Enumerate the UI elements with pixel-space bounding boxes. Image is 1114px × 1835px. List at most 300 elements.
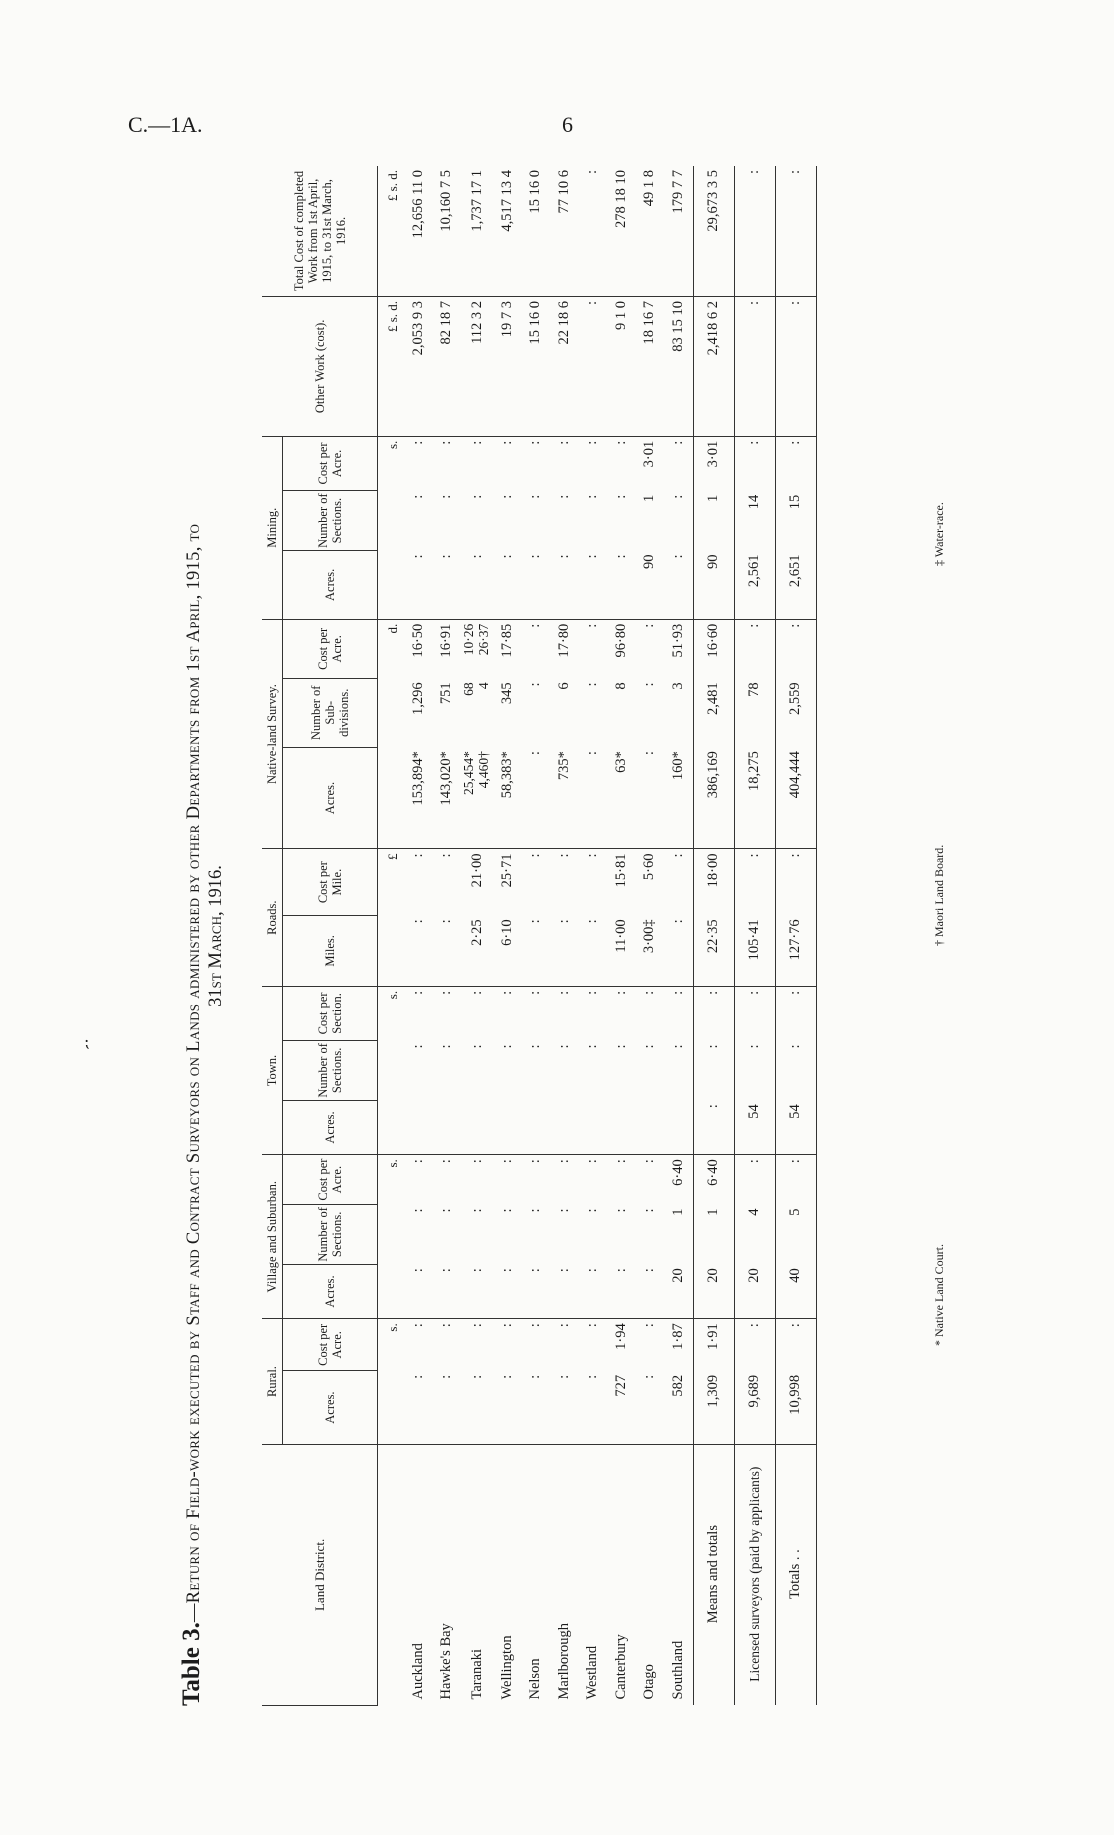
table-row bbox=[550, 166, 579, 1706]
cell-total: 278 18 10 bbox=[607, 166, 636, 296]
cell-min-acres: : bbox=[493, 551, 522, 620]
cell-min-cost: 3·01 bbox=[693, 436, 734, 490]
unit-lsd: £ s. d. bbox=[378, 166, 405, 296]
district-name: Marlborough bbox=[555, 1622, 572, 1700]
cell-min-sec: 1 bbox=[641, 494, 658, 502]
cell-town-cost: : bbox=[612, 990, 629, 995]
cell-town-acres bbox=[550, 1100, 579, 1154]
cell-rural-cost: : bbox=[527, 1323, 544, 1328]
cell-rural-acres: : bbox=[579, 1371, 608, 1444]
cell-total: 179 7 7 bbox=[664, 166, 693, 296]
stacked-value: 10·26 bbox=[461, 623, 476, 656]
cell-min-sec: : bbox=[498, 494, 515, 499]
cell-road-cost: : bbox=[734, 849, 775, 915]
cell-vill-sec: 1 bbox=[669, 1208, 686, 1216]
cell-min-acres: 2,651 bbox=[775, 551, 816, 620]
cell-road-cost: : bbox=[669, 853, 686, 858]
cell-town-acres bbox=[522, 1100, 551, 1154]
unit-s: s. bbox=[385, 1323, 400, 1332]
cell-nat-sub: 78 bbox=[734, 678, 775, 747]
cell-road-cost: 5·60 bbox=[641, 853, 658, 881]
cell-min-sec: : bbox=[468, 494, 485, 499]
cell-vill-cost: : bbox=[734, 1155, 775, 1205]
other-work-header: Other Work (cost). bbox=[262, 296, 378, 436]
cell-nat-acres: 58,383* bbox=[493, 747, 522, 849]
cell-vill-sec: : bbox=[468, 1208, 485, 1213]
cell-min-cost: : bbox=[498, 440, 515, 445]
cell-road-cost: : bbox=[584, 853, 601, 858]
cell-rural-cost: 1·87 bbox=[669, 1323, 686, 1350]
unit-pound: £ bbox=[385, 853, 400, 860]
district-name: Totals . . bbox=[775, 1444, 816, 1705]
table-row bbox=[607, 166, 636, 1706]
cell-rural-acres: : bbox=[433, 1371, 462, 1444]
cell-total: : bbox=[579, 166, 608, 296]
cell-rural-cost: : bbox=[498, 1323, 515, 1328]
cell-other: 2,418 6 2 bbox=[693, 296, 734, 436]
cell-nat-cost: 16·60 bbox=[693, 619, 734, 678]
lic-row bbox=[734, 166, 775, 1706]
cell-town-sec: : bbox=[693, 1040, 734, 1100]
cell-nat-acres: 63* bbox=[607, 747, 636, 849]
total-cost-header: Total Cost of completed Work from 1st April, 1915, to 31st March, 1916. bbox=[262, 166, 378, 296]
cell-town-cost: : bbox=[555, 990, 572, 995]
cell-vill-acres: 20 bbox=[734, 1264, 775, 1318]
cell-total: 15 16 0 bbox=[522, 166, 551, 296]
native-subdivisions-header: Number of Sub-divisions. bbox=[283, 678, 378, 747]
table-number: Table 3. bbox=[178, 1622, 205, 1706]
cell-road-miles: 3·00‡ bbox=[636, 915, 665, 986]
cell-min-sec: : bbox=[409, 494, 426, 499]
town-cost-header: Cost per Section. bbox=[283, 986, 378, 1040]
cell-vill-cost: : bbox=[527, 1159, 544, 1164]
cell-other: 83 15 10 bbox=[664, 296, 693, 436]
cell-town-cost: : bbox=[468, 990, 485, 995]
cell-town-sec: : bbox=[775, 1040, 816, 1100]
cell-road-miles: : bbox=[433, 915, 462, 986]
cell-total: 4,517 13 4 bbox=[493, 166, 522, 296]
stacked-value: 26·37 bbox=[476, 623, 491, 656]
cell-vill-cost: 6·40 bbox=[693, 1155, 734, 1205]
cell-other: : bbox=[775, 296, 816, 436]
cell-vill-sec: : bbox=[498, 1208, 515, 1213]
cell-other: 22 18 6 bbox=[550, 296, 579, 436]
cell-town-cost: : bbox=[641, 990, 658, 995]
cell-other: 9 1 0 bbox=[607, 296, 636, 436]
cell-nat-cost: : bbox=[641, 623, 658, 628]
cell-rural-cost: : bbox=[734, 1319, 775, 1371]
cell-total: 1,737 17 1 bbox=[461, 166, 493, 296]
cell-total: 77 10 6 bbox=[550, 166, 579, 296]
cell-town-cost: : bbox=[498, 990, 515, 995]
rotated-table-page bbox=[180, 166, 1000, 1706]
cell-rural-acres: 582 bbox=[664, 1371, 693, 1444]
cell-vill-sec: : bbox=[612, 1208, 629, 1213]
cell-nat-sub bbox=[461, 678, 493, 747]
mining-sections-header: Number of Sections. bbox=[283, 491, 378, 551]
cell-total: 29,673 3 5 bbox=[693, 166, 734, 296]
cell-nat-acres: 735* bbox=[550, 747, 579, 849]
cell-town-acres bbox=[636, 1100, 665, 1154]
village-cost-header: Cost per Acre. bbox=[283, 1155, 378, 1205]
cell-vill-cost: : bbox=[555, 1159, 572, 1164]
cell-vill-acres: : bbox=[461, 1264, 493, 1318]
district-name: Canterbury bbox=[612, 1634, 629, 1700]
cell-min-cost: : bbox=[669, 440, 686, 445]
rural-cost-header: Cost per Acre. bbox=[283, 1319, 378, 1371]
cell-vill-cost: : bbox=[775, 1155, 816, 1205]
stacked-value: 4 bbox=[476, 682, 491, 690]
cell-vill-cost: : bbox=[409, 1159, 426, 1164]
means-row bbox=[693, 166, 734, 1706]
cell-vill-cost: 6·40 bbox=[669, 1159, 686, 1186]
table-row bbox=[461, 166, 493, 1706]
cell-road-miles: 105·41 bbox=[734, 915, 775, 986]
cell-other: 112 3 2 bbox=[461, 296, 493, 436]
cell-road-cost: 25·71 bbox=[498, 853, 515, 888]
field-work-table bbox=[262, 166, 817, 1706]
cell-other: : bbox=[734, 296, 775, 436]
cell-road-miles: : bbox=[579, 915, 608, 986]
cell-min-cost: 3·01 bbox=[641, 440, 658, 468]
cell-road-miles: 6·10 bbox=[493, 915, 522, 986]
table-title bbox=[180, 166, 256, 1706]
cell-other: : bbox=[579, 296, 608, 436]
cell-town-acres: : bbox=[693, 1100, 734, 1154]
cell-nat-cost: 16·91 bbox=[438, 623, 455, 658]
cell-nat-acres bbox=[461, 747, 493, 849]
cell-nat-sub: 345 bbox=[498, 682, 515, 705]
stacked-value: 25,454* bbox=[461, 751, 476, 795]
cell-min-cost: : bbox=[468, 440, 485, 445]
table-row bbox=[522, 166, 551, 1706]
cell-min-acres: : bbox=[664, 551, 693, 620]
village-group-header: Village and Suburban. bbox=[262, 1155, 283, 1319]
cell-road-cost: : bbox=[527, 853, 544, 858]
cell-town-sec: : bbox=[527, 1044, 544, 1049]
cell-min-acres: : bbox=[461, 551, 493, 620]
cell-nat-sub: : bbox=[527, 682, 544, 687]
footnote-maori-board: † Maori Land Board. bbox=[932, 844, 946, 946]
stacked-value: 4,460† bbox=[476, 751, 491, 789]
title-line-1: —Return of Field-work executed by Staff and Contract Surveyors on Lands administered by other Departments from 1st April, 1915, to bbox=[184, 523, 204, 1623]
cell-total: 12,656 11 0 bbox=[404, 166, 433, 296]
cell-rural-cost: : bbox=[584, 1323, 601, 1328]
cell-town-cost: : bbox=[438, 990, 455, 995]
cell-road-miles: 2·25 bbox=[461, 915, 493, 986]
cell-total: : bbox=[775, 166, 816, 296]
cell-min-sec: : bbox=[584, 494, 601, 499]
cell-rural-cost: : bbox=[468, 1323, 485, 1328]
cell-town-acres bbox=[579, 1100, 608, 1154]
cell-vill-acres: : bbox=[636, 1264, 665, 1318]
cell-min-acres: : bbox=[404, 551, 433, 620]
cell-vill-sec: 1 bbox=[693, 1204, 734, 1264]
cell-nat-acres: 404,444 bbox=[775, 747, 816, 849]
roads-cost-header: Cost per Mile. bbox=[283, 849, 378, 915]
cell-total: : bbox=[734, 166, 775, 296]
cell-vill-cost: : bbox=[468, 1159, 485, 1164]
district-name: Southland bbox=[669, 1640, 686, 1700]
district-name: Nelson bbox=[527, 1658, 544, 1700]
cell-town-cost: : bbox=[527, 990, 544, 995]
cell-town-sec: : bbox=[641, 1044, 658, 1049]
cell-rural-cost: : bbox=[775, 1319, 816, 1371]
mining-acres-header: Acres. bbox=[283, 551, 378, 620]
cell-vill-sec: : bbox=[584, 1208, 601, 1213]
district-name: Means and totals bbox=[693, 1444, 734, 1705]
native-group-header: Native-land Survey. bbox=[262, 619, 283, 849]
cell-vill-acres: : bbox=[433, 1264, 462, 1318]
cell-min-sec: 15 bbox=[775, 491, 816, 551]
cell-town-sec: : bbox=[669, 1044, 686, 1049]
cell-nat-acres: 160* bbox=[664, 747, 693, 849]
cell-rural-cost: : bbox=[409, 1323, 426, 1328]
cell-min-cost: : bbox=[438, 440, 455, 445]
cell-vill-sec: : bbox=[409, 1208, 426, 1213]
cell-vill-cost: : bbox=[641, 1159, 658, 1164]
unit-s: s. bbox=[385, 1159, 400, 1168]
cell-town-sec: : bbox=[612, 1044, 629, 1049]
cell-min-cost: : bbox=[775, 436, 816, 490]
cell-vill-sec: : bbox=[641, 1208, 658, 1213]
totals-row bbox=[775, 166, 816, 1706]
cell-town-cost: : bbox=[584, 990, 601, 995]
native-acres-header: Acres. bbox=[283, 747, 378, 849]
cell-nat-cost: : bbox=[527, 623, 544, 628]
native-cost-header: Cost per Acre. bbox=[283, 619, 378, 678]
cell-town-acres bbox=[461, 1100, 493, 1154]
cell-town-acres bbox=[433, 1100, 462, 1154]
cell-nat-acres: : bbox=[522, 747, 551, 849]
cell-town-acres: 54 bbox=[775, 1100, 816, 1154]
cell-town-sec: : bbox=[438, 1044, 455, 1049]
roads-miles-header: Miles. bbox=[283, 915, 378, 986]
cell-rural-acres: : bbox=[522, 1371, 551, 1444]
table-row bbox=[404, 166, 433, 1706]
table-row bbox=[493, 166, 522, 1706]
cell-town-sec: : bbox=[468, 1044, 485, 1049]
cell-vill-acres: : bbox=[550, 1264, 579, 1318]
cell-nat-cost: : bbox=[775, 619, 816, 678]
cell-min-sec: : bbox=[527, 494, 544, 499]
cell-town-cost: : bbox=[693, 986, 734, 1040]
town-group-header: Town. bbox=[262, 986, 283, 1154]
cell-total: 49 1 8 bbox=[636, 166, 665, 296]
rural-group-header: Rural. bbox=[262, 1319, 283, 1445]
cell-nat-sub: 2,559 bbox=[775, 678, 816, 747]
cell-road-miles: : bbox=[550, 915, 579, 986]
cell-nat-cost: 51·93 bbox=[669, 623, 686, 658]
cell-nat-acres: 153,894* bbox=[404, 747, 433, 849]
cell-vill-sec: 4 bbox=[734, 1204, 775, 1264]
cell-road-cost: 21·00 bbox=[468, 853, 485, 888]
town-acres-header: Acres. bbox=[283, 1100, 378, 1154]
cell-min-cost: : bbox=[734, 436, 775, 490]
cell-rural-cost: : bbox=[641, 1323, 658, 1328]
cell-min-sec: : bbox=[669, 494, 686, 499]
cell-nat-cost: : bbox=[734, 619, 775, 678]
mining-cost-header: Cost per Acre. bbox=[283, 436, 378, 490]
cell-vill-sec: : bbox=[555, 1208, 572, 1213]
table-row bbox=[636, 166, 665, 1706]
town-sections-header: Number of Sections. bbox=[283, 1040, 378, 1100]
district-name: Otago bbox=[641, 1664, 658, 1700]
cell-town-cost: : bbox=[734, 986, 775, 1040]
district-name: Taranaki bbox=[468, 1648, 485, 1700]
cell-nat-acres: 386,169 bbox=[693, 747, 734, 849]
cell-town-acres: 54 bbox=[734, 1100, 775, 1154]
district-name: Wellington bbox=[498, 1635, 515, 1700]
mining-group-header: Mining. bbox=[262, 436, 283, 619]
cell-rural-cost: : bbox=[555, 1323, 572, 1328]
district-name: Licensed surveyors (paid by applicants) bbox=[734, 1444, 775, 1705]
cell-min-cost: : bbox=[555, 440, 572, 445]
cell-min-acres: 90 bbox=[693, 551, 734, 620]
cell-vill-acres: 20 bbox=[664, 1264, 693, 1318]
cell-town-cost: : bbox=[669, 990, 686, 995]
cell-road-cost: 15·81 bbox=[612, 853, 629, 888]
cell-other: 2,053 9 3 bbox=[404, 296, 433, 436]
unit-d: d. bbox=[385, 623, 400, 634]
village-acres-header: Acres. bbox=[283, 1264, 378, 1318]
stacked-value: 68 bbox=[461, 682, 476, 696]
cell-min-acres: : bbox=[607, 551, 636, 620]
cell-other: 18 16 7 bbox=[636, 296, 665, 436]
cell-vill-acres: : bbox=[522, 1264, 551, 1318]
cell-total: 10,160 7 5 bbox=[433, 166, 462, 296]
cell-rural-acres: : bbox=[493, 1371, 522, 1444]
cell-min-cost: : bbox=[527, 440, 544, 445]
cell-vill-sec: : bbox=[527, 1208, 544, 1213]
cell-town-sec: : bbox=[409, 1044, 426, 1049]
footnote-water-race: ‡ Water-race. bbox=[932, 502, 946, 566]
cell-min-acres: : bbox=[433, 551, 462, 620]
cell-rural-cost: : bbox=[438, 1323, 455, 1328]
cell-nat-cost: 17·85 bbox=[498, 623, 515, 658]
cell-vill-cost: : bbox=[438, 1159, 455, 1164]
cell-town-acres bbox=[493, 1100, 522, 1154]
footnote-native-court: * Native Land Court. bbox=[932, 1244, 946, 1346]
units-row bbox=[378, 166, 405, 1706]
cell-road-cost: : bbox=[438, 853, 455, 858]
cell-min-cost: : bbox=[409, 440, 426, 445]
cell-rural-acres: 727 bbox=[607, 1371, 636, 1444]
cell-town-sec: : bbox=[555, 1044, 572, 1049]
cell-vill-cost: : bbox=[584, 1159, 601, 1164]
cell-nat-sub: 6 bbox=[555, 682, 572, 690]
cell-rural-acres: : bbox=[636, 1371, 665, 1444]
cell-rural-cost: 1·94 bbox=[612, 1323, 629, 1350]
village-sections-header: Number of Sections. bbox=[283, 1204, 378, 1264]
cell-min-cost: : bbox=[584, 440, 601, 445]
cell-nat-acres: : bbox=[636, 747, 665, 849]
district-name: Auckland bbox=[409, 1643, 426, 1700]
cell-rural-acres: : bbox=[461, 1371, 493, 1444]
cell-nat-acres: 143,020* bbox=[433, 747, 462, 849]
cell-town-acres bbox=[607, 1100, 636, 1154]
document-code: C.—1A. bbox=[128, 112, 203, 137]
district-name: Westland bbox=[584, 1645, 601, 1700]
cell-vill-sec: 5 bbox=[775, 1204, 816, 1264]
cell-min-acres: : bbox=[522, 551, 551, 620]
cell-nat-sub: 8 bbox=[612, 682, 629, 690]
cell-min-sec: : bbox=[555, 494, 572, 499]
cell-road-miles: : bbox=[522, 915, 551, 986]
cell-nat-cost bbox=[461, 619, 493, 678]
cell-other: 19 7 3 bbox=[493, 296, 522, 436]
cell-rural-acres: 1,309 bbox=[693, 1371, 734, 1444]
cell-vill-acres: : bbox=[579, 1264, 608, 1318]
cell-vill-sec: : bbox=[438, 1208, 455, 1213]
cell-town-cost: : bbox=[409, 990, 426, 995]
land-district-header: Land District. bbox=[262, 1444, 378, 1705]
cell-nat-sub: : bbox=[641, 682, 658, 687]
cell-town-sec: : bbox=[734, 1040, 775, 1100]
cell-nat-cost: : bbox=[584, 623, 601, 628]
cell-road-miles: : bbox=[664, 915, 693, 986]
cell-nat-sub: 1,296 bbox=[409, 682, 426, 716]
cell-nat-cost: 16·50 bbox=[409, 623, 426, 658]
cell-nat-acres: 18,275 bbox=[734, 747, 775, 849]
roads-group-header: Roads. bbox=[262, 849, 283, 986]
cell-nat-sub: : bbox=[584, 682, 601, 687]
cell-nat-sub: 3 bbox=[669, 682, 686, 690]
rural-acres-header: Acres. bbox=[283, 1371, 378, 1444]
cell-other: 15 16 0 bbox=[522, 296, 551, 436]
stray-mark: ⁏ bbox=[84, 1034, 90, 1051]
cell-road-cost: : bbox=[555, 853, 572, 858]
cell-min-acres: : bbox=[579, 551, 608, 620]
cell-vill-acres: : bbox=[404, 1264, 433, 1318]
title-line-2: 31st March, 1916. bbox=[206, 865, 226, 1007]
cell-min-acres: 90 bbox=[636, 551, 665, 620]
cell-min-cost: : bbox=[612, 440, 629, 445]
table-row bbox=[664, 166, 693, 1706]
unit-s: s. bbox=[385, 440, 400, 450]
cell-nat-sub: 2,481 bbox=[693, 678, 734, 747]
cell-rural-acres: : bbox=[404, 1371, 433, 1444]
cell-rural-acres: : bbox=[550, 1371, 579, 1444]
unit-lsd: £ s. d. bbox=[378, 296, 405, 436]
cell-min-sec: : bbox=[612, 494, 629, 499]
cell-min-sec: 14 bbox=[734, 491, 775, 551]
cell-nat-cost: 17·80 bbox=[555, 623, 572, 658]
table-row bbox=[579, 166, 608, 1706]
district-name: Hawke's Bay bbox=[438, 1623, 455, 1700]
cell-min-acres: 2,561 bbox=[734, 551, 775, 620]
page-number: 6 bbox=[562, 112, 573, 137]
cell-town-sec: : bbox=[498, 1044, 515, 1049]
cell-town-acres bbox=[404, 1100, 433, 1154]
cell-min-sec: : bbox=[438, 494, 455, 499]
cell-vill-cost: : bbox=[612, 1159, 629, 1164]
cell-other: 82 18 7 bbox=[433, 296, 462, 436]
cell-vill-acres: 20 bbox=[693, 1264, 734, 1318]
cell-town-cost: : bbox=[775, 986, 816, 1040]
cell-rural-cost: 1·91 bbox=[693, 1319, 734, 1371]
cell-road-cost: 18·00 bbox=[693, 849, 734, 915]
cell-road-cost: : bbox=[409, 853, 426, 858]
cell-road-miles: : bbox=[404, 915, 433, 986]
cell-nat-cost: 96·80 bbox=[612, 623, 629, 658]
cell-road-miles: 127·76 bbox=[775, 915, 816, 986]
cell-road-miles: 11·00 bbox=[607, 915, 636, 986]
cell-min-sec: 1 bbox=[693, 491, 734, 551]
cell-vill-acres: 40 bbox=[775, 1264, 816, 1318]
cell-nat-sub: 751 bbox=[438, 682, 455, 705]
cell-min-acres: : bbox=[550, 551, 579, 620]
